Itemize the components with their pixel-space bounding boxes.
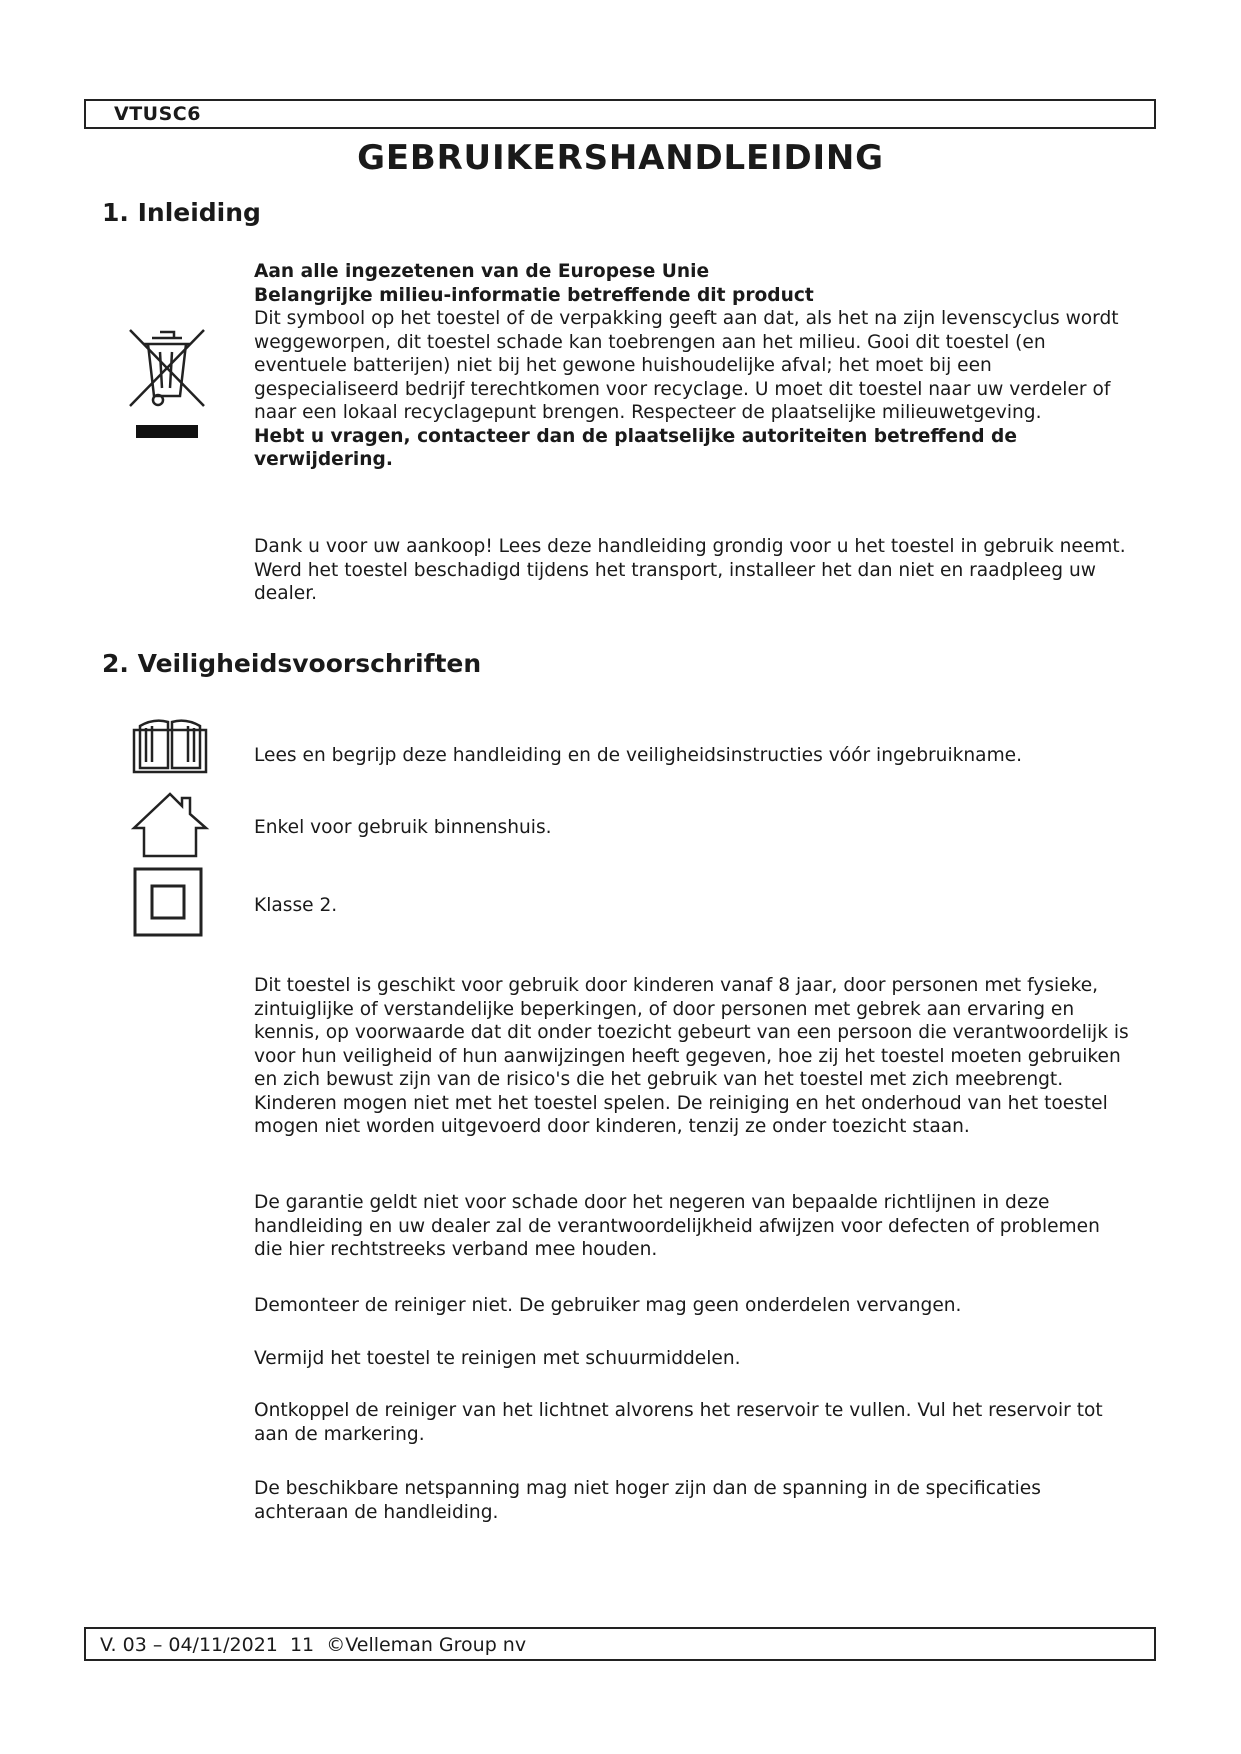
safety-paragraph-disassembly: Demonteer de reiniger niet. De gebruiker mag geen onderdelen vervangen.: [254, 1295, 962, 1316]
eu-heading: Aan alle ingezetenen van de Europese Unie: [254, 261, 710, 282]
thanks-paragraph: [254, 535, 1134, 606]
safety-paragraph-unplug: Ontkoppel de reiniger van het lichtnet alvorens het reservoir te vullen. Vul het reservoir tot aan de markering.: [254, 1400, 1103, 1445]
symbol-text-indoor: Enkel voor gebruik binnenshuis.: [254, 817, 552, 838]
eu-notice: Hebt u vragen, contacteer dan de plaatselijke autoriteiten betreffend de verwijdering.: [254, 425, 1017, 470]
weee-crossed-bin-icon: [126, 326, 208, 442]
weee-notice: [254, 260, 1134, 472]
section-heading-intro: 1. Inleiding: [102, 198, 261, 227]
symbol-text-manual: Lees en begrijp deze handleiding en de veiligheidsinstructies vóór ingebruikname.: [254, 745, 1023, 766]
manual-book-icon: [132, 716, 208, 776]
page-title: GEBRUIKERSHANDLEIDING: [357, 138, 884, 178]
footer-bar: [84, 1627, 1156, 1661]
header-bar: [84, 99, 1156, 129]
eu-body: Dit symbool op het toestel of de verpakking geeft aan dat, als het na zijn levenscyclus wordt weggeworpen, dit toestel schade kan toebrengen aan het milieu. Gooi dit toestel (en eventuele batterijen) niet bij het gewone huishoudelijke afval; het moet bij een gespecialiseerd bedrijf terechtkomen voor recyclage. U moet dit toestel naar uw verdeler of naar een lokaal recyclagepunt brengen. Respecteer de plaatselijke milieuwetgeving.: [254, 308, 1119, 423]
thanks-text: Dank u voor uw aankoop! Lees deze handleiding grondig voor u het toestel in gebruik neemt. Werd het toestel beschadigd tijdens het transport, installeer het dan niet en raadpleeg uw dealer.: [254, 536, 1126, 604]
safety-paragraph-voltage: De beschikbare netspanning mag niet hoger zijn dan de spanning in de specificaties achteraan de handleiding.: [254, 1478, 1041, 1523]
class-2-icon: [132, 866, 204, 938]
symbol-text-class2: Klasse 2.: [254, 895, 338, 916]
indoor-house-icon: [130, 790, 210, 860]
product-code: VTUSC6: [114, 103, 201, 125]
safety-paragraph-abrasives: Vermijd het toestel te reinigen met schuurmiddelen.: [254, 1348, 741, 1369]
footer-text: V. 03 – 04/11/2021 11 ©Velleman Group nv: [100, 1634, 527, 1656]
eu-subheading: Belangrijke milieu-informatie betreffende dit product: [254, 284, 814, 306]
section-heading-safety: 2. Veiligheidsvoorschriften: [102, 649, 482, 678]
safety-paragraph-children: Dit toestel is geschikt voor gebruik door kinderen vanaf 8 jaar, door personen met fysieke, zintuiglijke of verstandelijke beperkingen, of door personen met gebrek aan ervaring en kennis, op voorwaarde dat dit onder toezicht gebeurt van een persoon die verantwoordelijk is voor hun veiligheid of hun aanwijzingen heeft gegeven, hoe zij het toestel moeten gebruiken en zich bewust zijn van de risico's die het gebruik van het toestel met zich meebrengt. Kinderen mogen niet met het toestel spelen. De reiniging en het onderhoud van het toestel mogen niet worden uitgevoerd door kinderen, tenzij ze onder toezicht staan.: [254, 975, 1129, 1137]
safety-paragraph-warranty: De garantie geldt niet voor schade door het negeren van bepaalde richtlijnen in deze handleiding en uw dealer zal de verantwoordelijkheid afwijzen voor defecten of problemen die hier rechtstreeks verband mee houden.: [254, 1192, 1100, 1260]
